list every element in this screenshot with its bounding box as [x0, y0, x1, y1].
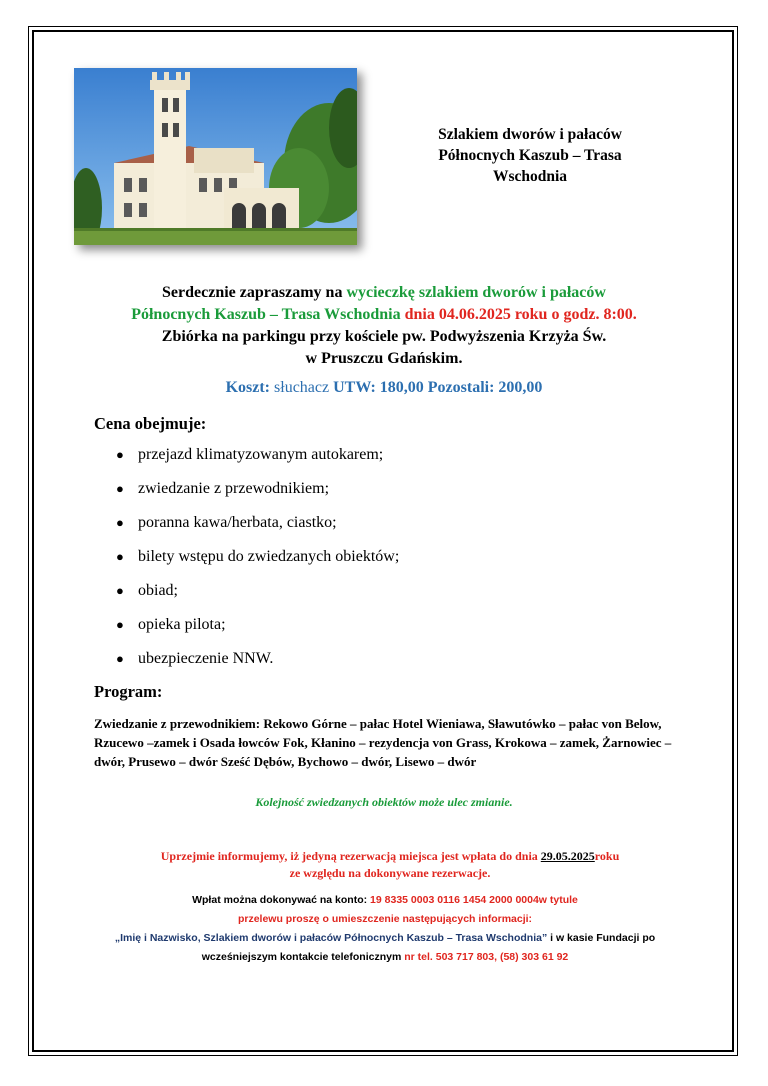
reservation-notice [100, 848, 680, 882]
cost-label: Koszt: [225, 379, 271, 396]
list-item: ● bilety wstępu do zwiedzanych obiektów; [116, 546, 399, 580]
payment-line-3: „Imię i Nazwisko, Szlakiem dworów i pałaców Północnych Kaszub – Trasa Wschodnia” i w kasie Fundacji po [114, 932, 656, 944]
intro-date: dnia 04.06.2025 roku o godz. 8:00. [400, 306, 637, 323]
program-heading: Program: [94, 682, 163, 701]
reservation-deadline: 29.05.2025 [540, 849, 595, 863]
payment-line-2: przelewu proszę o umieszczenie następujących informacji: [237, 913, 533, 925]
payment-info [80, 891, 690, 967]
bullet-icon: ● [116, 515, 124, 530]
intro-route: Północnych Kaszub – Trasa Wschodnia [131, 306, 401, 323]
list-item: ● obiad; [116, 580, 399, 614]
intro-meeting-point: Zbiórka na parkingu przy kościele pw. Podwyższenia Krzyża Św. [161, 328, 607, 345]
bullet-icon: ● [116, 481, 124, 496]
intro-trip-name: wycieczkę szlakiem dworów i pałaców [346, 284, 606, 301]
bullet-icon: ● [116, 549, 124, 564]
list-item: ● ubezpieczenie NNW. [116, 648, 399, 682]
bank-account: 19 8335 0003 0116 1454 2000 0004w tytule [370, 894, 578, 906]
bullet-icon: ● [116, 447, 124, 462]
payment-line-4: wcześniejszym kontakcie telefonicznym nr tel. 503 717 803, (58) 303 61 92 [201, 951, 569, 963]
cost-values: UTW: 180,00 Pozostali: 200,00 [333, 379, 543, 396]
list-item: ● poranna kawa/herbata, ciastko; [116, 512, 399, 546]
phone-numbers: nr tel. 503 717 803, (58) 303 61 92 [404, 951, 569, 963]
title-line-2: Północnych Kaszub – Trasa [438, 147, 622, 164]
cost-line [40, 379, 728, 397]
transfer-title: „Imię i Nazwisko, Szlakiem dworów i pałaców Północnych Kaszub – Trasa Wschodnia” [114, 932, 548, 944]
intro-line-1 [40, 282, 728, 304]
reservation-line-2: ze względu na dokonywane rezerwacje. [289, 866, 491, 880]
payment-line-1: Wpłat można dokonywać na konto: 19 8335 0003 0116 1454 2000 0004w tytule [192, 894, 578, 906]
order-note: Kolejność zwiedzanych obiektów może ulec zmianie. [255, 795, 513, 809]
invitation-text [40, 282, 728, 370]
list-item: ● przejazd klimatyzowanym autokarem; [116, 444, 399, 478]
price-heading: Cena obejmuje: [94, 414, 207, 433]
palace-photo [74, 68, 357, 245]
bullet-icon: ● [116, 617, 124, 632]
reservation-line-1: Uprzejmie informujemy, iż jedyną rezerwacją miejsca jest wpłata do dnia 29.05.2025roku [160, 849, 620, 863]
list-item: ● opieka pilota; [116, 614, 399, 648]
intro-line-2 [40, 304, 728, 326]
program-text: Zwiedzanie z przewodnikiem: Rekowo Górne – pałac Hotel Wieniawa, Sławutówko – pałac von Below, Rzucewo –zamek i Osada łowców Fok, Kłanino – rezydencja von Grass, Krokowa – zamek, Żarnowiec – dwór, Prusewo – dwór Sześć Dębów, Bychowo – dwór, Lisewo – dwór [94, 716, 672, 769]
bullet-icon: ● [116, 583, 124, 598]
page-title [410, 124, 650, 187]
bullet-icon: ● [116, 651, 124, 666]
title-line-3: Wschodnia [492, 168, 568, 185]
cost-member-label: słuchacz [270, 379, 334, 396]
list-item: ● zwiedzanie z przewodnikiem; [116, 478, 399, 512]
intro-town: w Pruszczu Gdańskim. [305, 350, 463, 367]
intro-invite: Serdecznie zapraszamy na [162, 284, 347, 301]
title-line-1: Szlakiem dworów i pałaców [438, 126, 622, 143]
price-list [116, 444, 399, 682]
